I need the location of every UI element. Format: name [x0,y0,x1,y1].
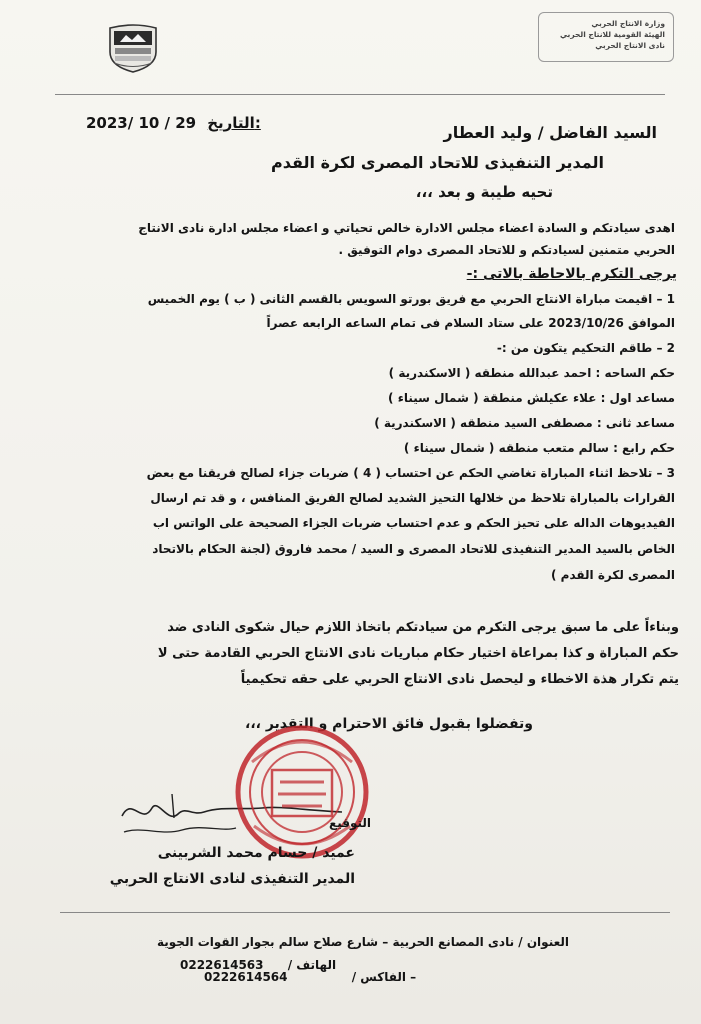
footer-phone-label: الهاتف / [287,958,337,972]
item-3-line-4: الخاص بالسيد المدير التنفيذى للاتحاد المصرى و السيد / محمد فاروق (لجنة الحكام بالاتحاد [152,542,675,556]
referee-3: مساعد ثانى : مصطفى السيد منطقه ( الاسكندرية ) [374,416,675,430]
date-label: التاريخ: [207,114,261,132]
footer-address: العنوان / نادى المصانع الحربية – شارع صلاح سالم بجوار القوات الجوية [156,935,569,949]
addressee-name: السيد الفاضل / وليد العطار [443,123,657,142]
greeting: تحيه طيبة و بعد ،،، [415,183,553,201]
item-1-line-1: 1 – اقيمت مباراة الانتاج الحربي مع فريق بورتو السويس بالقسم الثانى ( ب ) يوم الخميس [147,292,675,306]
item-3-line-3: الفيديوهات الداله على تحيز الحكم و عدم احتساب ضربات الجزاء الصحيحة على الواتس اب [152,516,675,530]
letterhead-line-2: الهيئة القومية للانتاج الحربي [559,30,665,39]
item-3-line-5: المصرى لكرة القدم ) [551,568,675,582]
conclusion-line-1: وبناءاً على ما سبق يرجى التكرم من سيادتكم باتخاذ اللازم حيال شكوى النادى ضد [167,620,679,635]
letterhead-box [538,12,674,62]
request-heading: يرجى التكرم بالاحاطة بالاتى :- [466,266,677,282]
intro-line-1: اهدى سيادتكم و السادة اعضاء مجلس الادارة خالص تحياتي و اعضاء مجلس ادارة نادى الانتاج [138,221,675,235]
footer-fax-row [204,970,416,984]
conclusion-line-2: حكم المباراة و كذا بمراعاة اختيار حكام مباريات نادى الانتاج الحربي القادمة حتى لا [157,646,679,661]
club-logo [106,22,160,74]
item-3-line-2: القرارات بالمباراة تلاحظ من خلالها التحيز الشديد لصالح الفريق المنافس ، و قد تم ارسال [150,491,675,505]
signature-label: التوقيع [329,816,371,830]
letterhead-line-3: نادى الانتاج الحربي [595,41,665,50]
letterhead-line-1: وزارة الانتاج الحربي [591,19,665,28]
addressee-title: المدير التنفيذى للاتحاد المصرى لكرة القدم [271,153,604,172]
item-3-line-1: 3 – تلاحظ اثناء المباراة تغاضي الحكم عن احتساب ( 4 ) ضربات جزاء لصالح فريقنا مع بعض [146,466,675,480]
signatory-name: عميد / حسام محمد الشربينى [157,845,355,861]
item-2: 2 – طاقم التحكيم يتكون من :- [496,341,675,355]
footer-phone: 0222614563 [180,958,264,972]
footer-divider [60,912,670,913]
referee-4: حكم رابع : سالم متعب منطقه ( شمال سيناء ) [403,441,675,455]
footer-fax: 0222614564 [204,970,288,984]
official-stamp [232,722,372,862]
date-value: 2023/ 10 / 29 [86,114,197,132]
header-divider [55,94,665,95]
footer-fax-label: – الفاكس / [351,970,417,984]
intro-line-2: الحربي متمنين لسيادتكم و للاتحاد المصرى دوام التوفيق . [338,243,675,257]
date-row [86,113,261,132]
item-1-line-2: الموافق 2023/10/26 على ستاد السلام فى تمام الساعه الرابعه عصراً [266,316,675,330]
signatory-title: المدير التنفيذى لنادى الانتاج الحربي [109,871,355,887]
referee-1: حكم الساحه : احمد عبدالله منطقه ( الاسكندرية ) [388,366,675,380]
referee-2: مساعد اول : علاء عكيلش منطقة ( شمال سيناء ) [388,391,675,405]
closing-line: وتفضلوا بقبول فائق الاحترام و التقدير ،،، [245,716,533,732]
conclusion-line-3: يتم تكرار هذة الاخطاء و ليحصل نادى الانتاج الحربي على حقه تحكيمياً [240,672,679,687]
